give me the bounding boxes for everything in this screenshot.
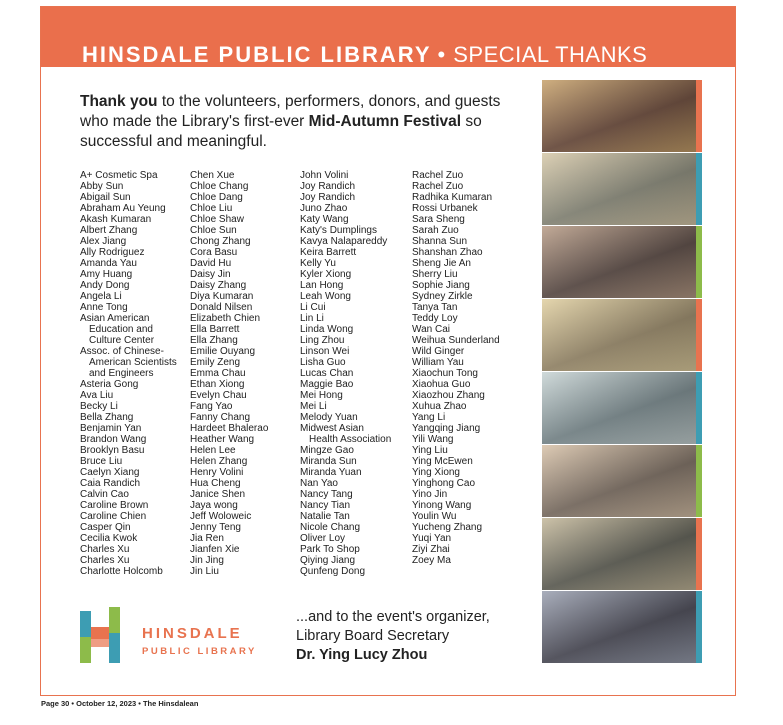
- name-entry: Assoc. of Chinese-: [80, 346, 164, 357]
- name-entry: Amanda Yau: [80, 258, 137, 269]
- name-entry: Chloe Liu: [190, 203, 233, 214]
- name-entry: Ying McEwen: [412, 456, 473, 467]
- name-entry: Helen Lee: [190, 445, 236, 456]
- names-column-1: [80, 170, 177, 577]
- name-entry: Akash Kumaran: [80, 214, 152, 225]
- photo-accent-stripe: [696, 226, 702, 298]
- name-entry: Bruce Liu: [80, 456, 123, 467]
- name-entry: John Volini: [300, 170, 349, 181]
- name-entry: Natalie Tan: [300, 511, 350, 522]
- name-entry: Qiying Jiang: [300, 555, 356, 566]
- event-photo: [542, 299, 702, 371]
- name-entry: Midwest Asian: [300, 423, 364, 434]
- name-entry: Angela Li: [80, 291, 122, 302]
- name-entry: Youlin Wu: [412, 511, 457, 522]
- name-entry: Asian American: [80, 313, 150, 324]
- name-entry: Mingze Gao: [300, 445, 354, 456]
- name-entry: Evelyn Chau: [190, 390, 247, 401]
- name-entry: Maggie Bao: [300, 379, 354, 390]
- name-entry: Charles Xu: [80, 555, 130, 566]
- name-entry: Tanya Tan: [412, 302, 458, 313]
- name-entry: Ella Zhang: [190, 335, 238, 346]
- name-entry: Health Association: [309, 434, 392, 445]
- event-photo: [542, 591, 702, 663]
- name-entry: Henry Volini: [190, 467, 244, 478]
- name-entry: Sarah Zuo: [412, 225, 459, 236]
- name-entry: Wan Cai: [412, 324, 450, 335]
- name-entry: Wild Ginger: [412, 346, 465, 357]
- name-entry: Emma Chau: [190, 368, 246, 379]
- name-entry: Amy Huang: [80, 269, 133, 280]
- name-entry: Donald Nilsen: [190, 302, 253, 313]
- name-entry: Albert Zhang: [80, 225, 138, 236]
- name-entry: Chloe Sun: [190, 225, 237, 236]
- name-entry: Ling Zhou: [300, 335, 345, 346]
- name-entry: Sophie Jiang: [412, 280, 470, 291]
- title-separator: •: [437, 42, 448, 67]
- event-photo: [542, 80, 702, 152]
- name-entry: Chong Zhang: [190, 236, 251, 247]
- name-entry: Radhika Kumaran: [412, 192, 493, 203]
- name-entry: Jin Jing: [190, 555, 224, 566]
- name-entry: Hua Cheng: [190, 478, 241, 489]
- name-entry: Caelyn Xiang: [80, 467, 140, 478]
- name-entry: Nicole Chang: [300, 522, 361, 533]
- organizer-note: [296, 608, 490, 665]
- name-entry: Lisha Guo: [300, 357, 346, 368]
- names-column-2: [190, 170, 268, 577]
- name-entry: Jeff Woloweic: [190, 511, 252, 522]
- photo-accent-stripe: [696, 518, 702, 590]
- name-entry: Park To Shop: [300, 544, 360, 555]
- name-entry: Jaya wong: [190, 500, 238, 511]
- name-entry: Helen Zhang: [190, 456, 248, 467]
- name-entry: William Yau: [412, 357, 464, 368]
- name-entry: Ying Xiong: [412, 467, 460, 478]
- name-entry: Nancy Tang: [300, 489, 353, 500]
- name-entry: Chloe Chang: [190, 181, 249, 192]
- name-entry: Shanshan Zhao: [412, 247, 483, 258]
- name-entry: Kyler Xiong: [300, 269, 352, 280]
- name-entry: Education and: [89, 324, 153, 335]
- name-entry: Ava Liu: [80, 390, 114, 401]
- name-entry: A+ Cosmetic Spa: [80, 170, 158, 181]
- name-entry: Mei Hong: [300, 390, 343, 401]
- names-column-3: [300, 170, 391, 577]
- name-entry: Yang Li: [412, 412, 446, 423]
- name-entry: Xiaochun Tong: [412, 368, 478, 379]
- name-entry: Sara Sheng: [412, 214, 465, 225]
- page-title: [82, 42, 647, 68]
- name-entry: Yangqing Jiang: [412, 423, 481, 434]
- intro-festival: Mid-Autumn Festival: [308, 113, 462, 130]
- page-footer: Page 30 • October 12, 2023 • The Hinsdalean: [41, 699, 199, 708]
- name-entry: Lin Li: [300, 313, 324, 324]
- name-entry: Emilie Ouyang: [190, 346, 256, 357]
- intro-text: to the volunteers, performers, donors, and guests who made the Library's first-ever: [80, 93, 501, 130]
- photo-accent-stripe: [696, 372, 702, 444]
- name-entry: Juno Zhao: [300, 203, 348, 214]
- name-entry: Charles Xu: [80, 544, 130, 555]
- name-entry: Mei Li: [300, 401, 327, 412]
- name-entry: Caroline Chien: [80, 511, 147, 522]
- name-entry: Brandon Wang: [80, 434, 147, 445]
- name-entry: Rachel Zuo: [412, 181, 464, 192]
- name-entry: Lucas Chan: [300, 368, 354, 379]
- name-entry: Hardeet Bhalerao: [190, 423, 269, 434]
- name-entry: Daisy Zhang: [190, 280, 247, 291]
- name-entry: Benjamin Yan: [80, 423, 142, 434]
- name-entry: Ella Barrett: [190, 324, 240, 335]
- names-column-4: [412, 170, 500, 566]
- name-entry: Casper Qin: [80, 522, 131, 533]
- name-entry: Ally Rodriguez: [80, 247, 145, 258]
- event-photo: [542, 153, 702, 225]
- name-entry: Yuqi Yan: [412, 533, 452, 544]
- name-entry: Ziyi Zhai: [412, 544, 450, 555]
- name-entry: Daisy Jin: [190, 269, 231, 280]
- name-entry: Chen Xue: [190, 170, 235, 181]
- name-entry: Chloe Shaw: [190, 214, 244, 225]
- name-entry: Cecilia Kwok: [80, 533, 138, 544]
- name-entry: Katy's Dumplings: [300, 225, 377, 236]
- name-entry: Diya Kumaran: [190, 291, 254, 302]
- intro-text-end: so successful and meaningful.: [80, 113, 482, 150]
- name-entry: Sydney Zirkle: [412, 291, 473, 302]
- name-entry: Becky Li: [80, 401, 118, 412]
- name-entry: Elizabeth Chien: [190, 313, 261, 324]
- name-entry: Sheng Jie An: [412, 258, 471, 269]
- name-entry: Alex Jiang: [80, 236, 127, 247]
- name-entry: Fanny Chang: [190, 412, 251, 423]
- name-entry: Emily Zeng: [190, 357, 241, 368]
- name-entry: Abraham Au Yeung: [80, 203, 166, 214]
- logo-wordmark: [142, 625, 257, 657]
- name-entry: Rossi Urbanek: [412, 203, 478, 214]
- name-entry: Rachel Zuo: [412, 170, 464, 181]
- name-entry: Brooklyn Basu: [80, 445, 145, 456]
- name-entry: Caia Randich: [80, 478, 141, 489]
- name-entry: Asteria Gong: [80, 379, 139, 390]
- name-entry: Zoey Ma: [412, 555, 451, 566]
- name-entry: Ying Liu: [412, 445, 448, 456]
- name-entry: Jenny Teng: [190, 522, 241, 533]
- name-entry: Fang Yao: [190, 401, 233, 412]
- photo-accent-stripe: [696, 591, 702, 663]
- name-entry: Kelly Yu: [300, 258, 336, 269]
- name-entry: Shanna Sun: [412, 236, 468, 247]
- name-entry: Kavya Nalapareddy: [300, 236, 388, 247]
- event-photo: [542, 226, 702, 298]
- library-title: HINSDALE PUBLIC LIBRARY: [82, 42, 432, 67]
- name-entry: Charlotte Holcomb: [80, 566, 163, 577]
- logo-name: HINSDALE: [142, 625, 243, 642]
- name-entry: Yinong Wang: [412, 500, 472, 511]
- organizer-line-1: ...and to the event's organizer,: [296, 609, 490, 625]
- event-photo: [542, 445, 702, 517]
- name-entry: Heather Wang: [190, 434, 255, 445]
- name-entry: Abby Sun: [80, 181, 124, 192]
- name-entry: Abigail Sun: [80, 192, 131, 203]
- event-photo: [542, 518, 702, 590]
- name-entry: Cora Basu: [190, 247, 238, 258]
- name-entry: Jianfen Xie: [190, 544, 240, 555]
- name-entry: Yino Jin: [412, 489, 448, 500]
- name-entry: American Scientists: [89, 357, 177, 368]
- name-entry: Anne Tong: [80, 302, 128, 313]
- name-entry: Yinghong Cao: [412, 478, 476, 489]
- photo-accent-stripe: [696, 445, 702, 517]
- name-entry: Yili Wang: [412, 434, 454, 445]
- name-entry: Miranda Yuan: [300, 467, 362, 478]
- section-subtitle: SPECIAL THANKS: [453, 42, 648, 67]
- library-logo-icon: [80, 607, 120, 665]
- name-entry: Lan Hong: [300, 280, 344, 291]
- name-entry: Nancy Tian: [300, 500, 351, 511]
- name-entry: Caroline Brown: [80, 500, 149, 511]
- name-entry: Bella Zhang: [80, 412, 134, 423]
- organizer-line-2: Library Board Secretary: [296, 628, 450, 644]
- name-entry: Miranda Sun: [300, 456, 357, 467]
- name-entry: Chloe Dang: [190, 192, 243, 203]
- name-entry: Yucheng Zhang: [412, 522, 483, 533]
- name-entry: and Engineers: [89, 368, 154, 379]
- photo-accent-stripe: [696, 299, 702, 371]
- name-entry: Katy Wang: [300, 214, 349, 225]
- name-entry: Xiaohua Guo: [412, 379, 471, 390]
- name-entry: Teddy Loy: [412, 313, 458, 324]
- name-entry: Li Cui: [300, 302, 326, 313]
- photo-accent-stripe: [696, 80, 702, 152]
- name-entry: Oliver Loy: [300, 533, 346, 544]
- name-entry: Andy Dong: [80, 280, 130, 291]
- name-entry: Joy Randich: [300, 181, 356, 192]
- name-entry: Melody Yuan: [300, 412, 358, 423]
- organizer-name: Dr. Ying Lucy Zhou: [296, 647, 428, 663]
- name-entry: Qunfeng Dong: [300, 566, 366, 577]
- name-entry: Sherry Liu: [412, 269, 458, 280]
- event-photo: [542, 372, 702, 444]
- intro-paragraph: [80, 92, 530, 152]
- name-entry: Leah Wong: [300, 291, 351, 302]
- name-entry: Ethan Xiong: [190, 379, 245, 390]
- logo-subtitle: PUBLIC LIBRARY: [142, 646, 257, 657]
- name-entry: Calvin Cao: [80, 489, 129, 500]
- name-entry: Nan Yao: [300, 478, 338, 489]
- name-entry: Keira Barrett: [300, 247, 357, 258]
- name-entry: Linson Wei: [300, 346, 350, 357]
- name-entry: Jia Ren: [190, 533, 224, 544]
- name-entry: Xiaozhou Zhang: [412, 390, 485, 401]
- name-entry: Weihua Sunderland: [412, 335, 500, 346]
- name-entry: David Hu: [190, 258, 232, 269]
- name-entry: Culture Center: [89, 335, 155, 346]
- name-entry: Joy Randich: [300, 192, 356, 203]
- name-entry: Jin Liu: [190, 566, 219, 577]
- photo-strip: [542, 80, 702, 664]
- name-entry: Janice Shen: [190, 489, 246, 500]
- intro-thank-you: Thank you: [80, 93, 158, 110]
- name-entry: Linda Wong: [300, 324, 354, 335]
- photo-accent-stripe: [696, 153, 702, 225]
- name-entry: Xuhua Zhao: [412, 401, 467, 412]
